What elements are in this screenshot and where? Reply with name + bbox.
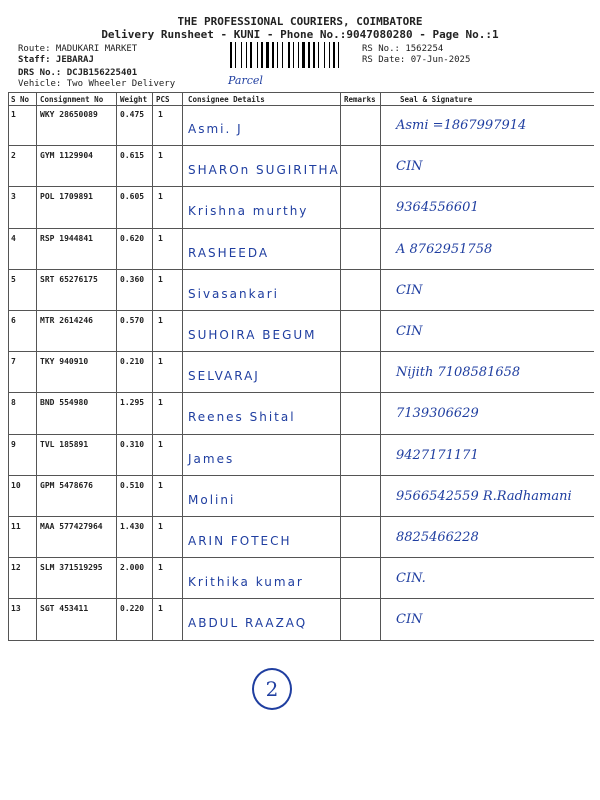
row-pcs: 1 [158,604,163,614]
row-pcs: 1 [158,522,163,531]
row-weight: 0.620 [120,233,145,243]
row-signature: 9427171171 [396,447,479,463]
table-row [8,145,594,187]
row-weight: 0.615 [120,151,145,161]
row-signature: CIN [396,612,423,628]
row-sno: 3 [11,192,16,202]
row-pcs: 1 [158,439,163,449]
table-row [8,104,594,146]
row-consignment-no: POL 1709891 [40,192,93,202]
row-consignee-name: Sivasankari [188,286,279,301]
row-consignment-no: SRT 65276175 [40,274,98,284]
row-signature: CIN. [396,571,426,587]
row-sno: 5 [11,274,16,284]
row-consignee-name: Asmi. J [188,122,243,136]
row-consignee-name: James [188,451,235,466]
row-weight: 0.220 [120,604,145,614]
row-consignment-no: SLM 371519295 [40,563,103,573]
row-consignment-no: BND 554980 [40,398,89,408]
row-consignment-no: GYM 1129904 [40,151,93,161]
row-pcs: 1 [158,480,163,490]
rs-number: RS No.: 1562254 [362,44,444,54]
row-consignee-name: ARIN FOTECH [188,534,292,548]
table-row [8,351,594,393]
row-signature: CIN [396,282,423,298]
row-consignment-no: SGT 453411 [40,604,89,614]
row-signature: CIN [396,159,423,175]
footer-mark-text: 2 [265,677,279,701]
row-consignee-name: SHAROn SUGIRITHA [188,163,340,178]
row-consignee-name: Molini [188,492,236,507]
table-row [8,269,594,311]
drs-label: DRS No.: DCJB156225401 [18,68,138,78]
row-weight: 2.000 [120,563,145,573]
row-sno: 9 [11,439,16,449]
row-weight: 0.210 [120,357,145,367]
row-pcs: 1 [158,316,163,325]
table-row [8,392,594,434]
row-signature: 7139306629 [396,406,479,422]
table-row [8,228,594,270]
row-pcs: 1 [158,563,163,573]
table-row [8,598,594,640]
row-sno: 4 [11,233,16,243]
row-consignee-name: Krishna murthy [188,204,309,219]
table-row [8,310,594,352]
row-pcs: 1 [158,192,163,202]
parcel-annotation: Parcel [228,74,263,87]
col-remarks: Remarks [344,95,376,104]
row-consignment-no: WKY 28650089 [40,110,98,119]
row-consignee-name: ABDUL RAAZAQ [188,616,308,631]
table-row [8,516,594,558]
row-consignment-no: MTR 2614246 [40,316,93,325]
row-sno: 2 [11,151,16,161]
row-signature: 9364556601 [396,200,479,216]
runsheet-table [8,92,594,640]
vehicle-label: Vehicle: Two Wheeler Delivery [18,79,176,89]
row-signature: 9566542559 R.Radhamani [396,488,572,504]
row-consignee-name: SELVARAJ [188,369,260,384]
runsheet-subtitle: Delivery Runsheet - KUNI - Phone No.:9047080280 - Page No.:1 [101,28,499,41]
row-pcs: 1 [158,110,163,119]
row-sno: 1 [11,110,16,119]
row-sno: 8 [11,398,16,408]
table-row [8,434,594,476]
row-signature: Asmi =1867997914 [396,118,527,133]
footer-circle-mark [252,668,292,710]
row-weight: 0.360 [120,274,145,284]
route-label: Route: MADUKARI MARKET [18,44,138,54]
row-consignment-no: TKY 940910 [40,357,89,367]
row-weight: 0.605 [120,192,145,202]
company-title: THE PROFESSIONAL COURIERS, COIMBATORE [177,15,423,28]
row-sno: 12 [11,563,21,573]
table-row [8,186,594,228]
col-consignee: Consignee Details [188,95,265,104]
row-weight: 0.510 [120,480,145,490]
row-pcs: 1 [158,357,163,367]
row-consignment-no: GPM 5478676 [40,480,93,490]
row-consignment-no: RSP 1944841 [40,233,93,243]
row-consignee-name: RASHEEDA [188,245,270,260]
row-sno: 13 [11,604,21,614]
row-consignee-name: Reenes Shital [188,410,296,425]
staff-label: Staff: JEBARAJ [18,55,94,65]
row-sno: 10 [11,480,21,490]
barcode-icon [230,42,355,68]
col-signature: Seal & Signature [400,95,473,104]
row-weight: 1.430 [120,522,145,531]
row-signature: CIN [396,324,423,339]
table-row [8,475,594,517]
row-signature: A 8762951758 [396,241,493,257]
row-weight: 0.570 [120,316,145,325]
row-consignment-no: MAA 577427964 [40,522,103,531]
row-sno: 11 [11,522,21,531]
row-signature: Nijith 7108581658 [396,365,521,381]
col-sno: S No [11,95,30,104]
row-weight: 1.295 [120,398,145,408]
rs-date: RS Date: 07-Jun-2025 [362,55,471,65]
row-consignee-name: SUHOIRA BEGUM [188,328,317,342]
col-consignment: Consignment No [40,95,104,104]
col-weight: Weight [120,95,148,104]
row-consignment-no: TVL 185891 [40,439,89,449]
row-consignee-name: Krithika kumar [188,575,304,590]
row-sno: 6 [11,316,16,325]
row-pcs: 1 [158,233,163,243]
row-sno: 7 [11,357,16,367]
row-pcs: 1 [158,151,163,161]
row-weight: 0.475 [120,110,145,119]
row-pcs: 1 [158,274,163,284]
row-pcs: 1 [158,398,163,408]
row-signature: 8825466228 [396,530,479,545]
col-pcs: PCS [156,95,170,104]
row-weight: 0.310 [120,439,145,449]
table-row [8,557,594,599]
